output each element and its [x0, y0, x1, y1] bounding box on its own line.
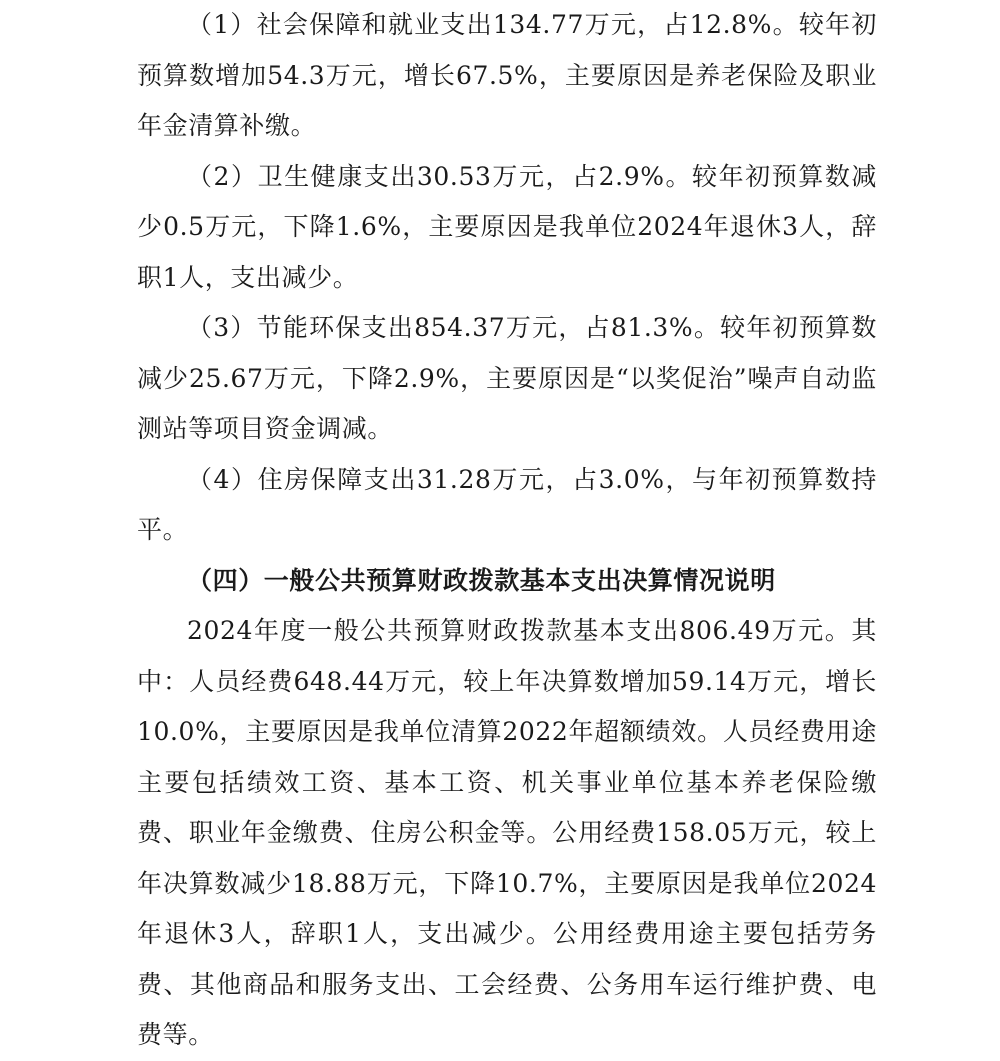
paragraph-housing: （4）住房保障支出31.28万元，占3.0%，与年初预算数持平。 — [137, 464, 877, 544]
paragraph-basic-expenditure: 2024年度一般公共预算财政拨款基本支出806.49万元。其中：人员经费648.44万元，较上年决算数增加59.14万元，增长10.0%，主要原因是我单位清算2022年超额绩效。人员经费用途主要包括绩效工资、基本工资、机关事业单位基本养老保险缴费、职业年金缴费、住房公积金等。公用经费158.05万元，较上年决算数减少18.88万元，下降10.7%，主要原因是我单位2024年退休3人，辞职1人，支出减少。公用经费用途主要包括劳务费、其他商品和服务支出、工会经费、公务用车运行维护费、电费等。 — [137, 616, 877, 1049]
section-heading: （四）一般公共预算财政拨款基本支出决算情况说明 — [187, 565, 776, 595]
document-page — [137, 0, 877, 1061]
paragraph-health: （2）卫生健康支出30.53万元，占2.9%。较年初预算数减少0.5万元，下降1.6%，主要原因是我单位2024年退休3人，辞职1人，支出减少。 — [137, 161, 877, 292]
paragraph-energy-environment: （3）节能环保支出854.37万元，占81.3%。较年初预算数减少25.67万元，下降2.9%，主要原因是“以奖促治”噪声自动监测站等项目资金调减。 — [137, 313, 877, 443]
paragraph-social-security: （1）社会保障和就业支出134.77万元，占12.8%。较年初预算数增加54.3万元，增长67.5%，主要原因是养老保险及职业年金清算补缴。 — [137, 10, 877, 140]
